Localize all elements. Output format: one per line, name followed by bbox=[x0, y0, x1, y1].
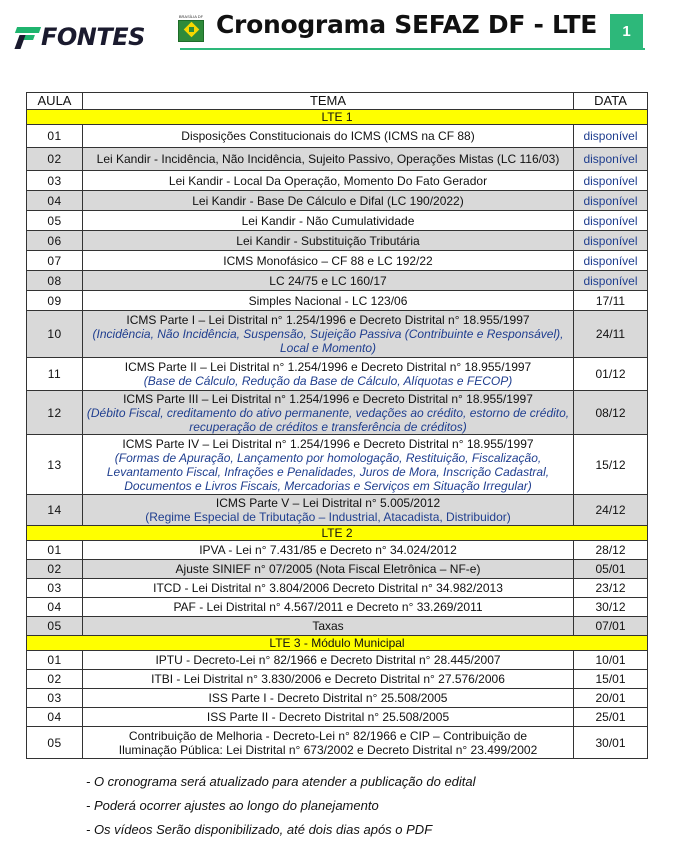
table-row bbox=[27, 560, 648, 579]
section-row-lte2 bbox=[27, 526, 648, 541]
table-row bbox=[27, 708, 648, 727]
footnote: - Os vídeos Serão disponibilizado, até dois dias após o PDF bbox=[86, 822, 433, 837]
aula-number: 02 bbox=[27, 560, 83, 579]
table-row bbox=[27, 291, 648, 311]
aula-number: 04 bbox=[27, 598, 83, 617]
tema-detail: recuperação de créditos e transferência de créditos) bbox=[189, 419, 467, 434]
date-cell: 05/01 bbox=[574, 560, 648, 579]
date-cell: 24/11 bbox=[574, 311, 648, 358]
header-data: DATA bbox=[574, 93, 648, 110]
table-row bbox=[27, 541, 648, 560]
tema-cell: ISS Parte I - Decreto Distrital n° 25.508/2005 bbox=[83, 689, 574, 708]
date-cell: 28/12 bbox=[574, 541, 648, 560]
aula-number: 07 bbox=[27, 251, 83, 271]
tema-cell: Disposições Constitucionais do ICMS (ICMS na CF 88) bbox=[83, 125, 574, 148]
aula-number: 03 bbox=[27, 689, 83, 708]
tema-cell bbox=[83, 358, 574, 391]
table-row bbox=[27, 191, 648, 211]
tema-cell: Simples Nacional - LC 123/06 bbox=[83, 291, 574, 311]
table-row bbox=[27, 670, 648, 689]
aula-number: 04 bbox=[27, 191, 83, 211]
date-cell: 23/12 bbox=[574, 579, 648, 598]
tema-title: ICMS Parte II – Lei Distrital n° 1.254/1996 e Decreto Distrital n° 18.955/1997 bbox=[124, 360, 532, 374]
aula-number: 02 bbox=[27, 670, 83, 689]
aula-number: 01 bbox=[27, 541, 83, 560]
table-row bbox=[27, 271, 648, 291]
tema-cell: ISS Parte II - Decreto Distrital n° 25.508/2005 bbox=[83, 708, 574, 727]
df-flag-icon: BRASÍLIA DF bbox=[178, 14, 204, 44]
table-row bbox=[27, 598, 648, 617]
header-tema: TEMA bbox=[83, 93, 574, 110]
tema-detail: (Formas de Apuração, Lançamento por homologação, Restituição, Fiscalização, bbox=[114, 450, 542, 465]
section-label: LTE 3 - Módulo Municipal bbox=[27, 636, 648, 651]
footnotes bbox=[86, 770, 476, 842]
tema-cell bbox=[83, 391, 574, 435]
tema-detail: (Base de Cálculo, Redução da Base de Cálculo, Alíquotas e FECOP) bbox=[143, 374, 513, 388]
aula-number: 06 bbox=[27, 231, 83, 251]
tema-cell: PAF - Lei Distrital n° 4.567/2011 e Decreto n° 33.269/2011 bbox=[83, 598, 574, 617]
tema-cell: Lei Kandir - Não Cumulatividade bbox=[83, 211, 574, 231]
tema-title: ICMS Parte I – Lei Distrital n° 1.254/1996 e Decreto Distrital n° 18.955/1997 bbox=[126, 313, 530, 327]
date-cell: 20/01 bbox=[574, 689, 648, 708]
aula-number: 09 bbox=[27, 291, 83, 311]
date-cell: 01/12 bbox=[574, 358, 648, 391]
aula-number: 05 bbox=[27, 727, 83, 759]
tema-title: ICMS Parte III – Lei Distrital n° 1.254/1996 e Decreto Distrital n° 18.955/1997 bbox=[123, 391, 533, 406]
tema-detail: Levantamento Fiscal, Infrações e Penalidades, Juros de Mora, Inscrição Cadastral, bbox=[106, 464, 550, 479]
date-cell: 17/11 bbox=[574, 291, 648, 311]
date-cell: disponível bbox=[574, 211, 648, 231]
tema-cell: ITCD - Lei Distrital n° 3.804/2006 Decreto Distrital n° 34.982/2013 bbox=[83, 579, 574, 598]
date-cell: disponível bbox=[574, 125, 648, 148]
aula-number: 03 bbox=[27, 579, 83, 598]
tema-cell: ITBI - Lei Distrital n° 3.830/2006 e Decreto Distrital n° 27.576/2006 bbox=[83, 670, 574, 689]
aula-number: 13 bbox=[27, 435, 83, 495]
section-label: LTE 1 bbox=[27, 110, 648, 125]
table-row bbox=[27, 211, 648, 231]
date-cell: 30/01 bbox=[574, 727, 648, 759]
tema-title: Contribuição de Melhoria - Decreto-Lei n° 82/1966 e CIP – Contribuição de bbox=[128, 728, 528, 743]
footnote: - Poderá ocorrer ajustes ao longo do planejamento bbox=[86, 798, 379, 813]
table-row bbox=[27, 727, 648, 759]
tema-cell: Taxas bbox=[83, 617, 574, 636]
table-row bbox=[27, 171, 648, 191]
aula-number: 05 bbox=[27, 211, 83, 231]
tema-cell bbox=[83, 435, 574, 495]
schedule-table bbox=[26, 92, 648, 759]
tema-cell: ICMS Monofásico – CF 88 e LC 192/22 bbox=[83, 251, 574, 271]
page-number-badge: 1 bbox=[610, 14, 643, 48]
table-row bbox=[27, 617, 648, 636]
header-aula: AULA bbox=[27, 93, 83, 110]
aula-number: 01 bbox=[27, 651, 83, 670]
table-row bbox=[27, 358, 648, 391]
section-label: LTE 2 bbox=[27, 526, 648, 541]
tema-detail: (Incidência, Não Incidência, Suspensão, Sujeição Passiva (Contribuinte e Responsável), bbox=[92, 327, 564, 341]
table-row bbox=[27, 651, 648, 670]
table-row bbox=[27, 251, 648, 271]
aula-number: 12 bbox=[27, 391, 83, 435]
tema-cell: IPTU - Decreto-Lei n° 82/1966 e Decreto Distrital n° 28.445/2007 bbox=[83, 651, 574, 670]
table-row bbox=[27, 148, 648, 171]
section-row-lte3 bbox=[27, 636, 648, 651]
aula-number: 11 bbox=[27, 358, 83, 391]
table-row bbox=[27, 689, 648, 708]
aula-number: 04 bbox=[27, 708, 83, 727]
table-row bbox=[27, 495, 648, 526]
tema-cell: Ajuste SINIEF n° 07/2005 (Nota Fiscal Eletrônica – NF-e) bbox=[83, 560, 574, 579]
date-cell: 15/01 bbox=[574, 670, 648, 689]
aula-number: 05 bbox=[27, 617, 83, 636]
table-row bbox=[27, 125, 648, 148]
tema-cell: Lei Kandir - Local Da Operação, Momento Do Fato Gerador bbox=[83, 171, 574, 191]
tema-detail: (Débito Fiscal, creditamento do ativo permanente, vedações ao crédito, estorno de crédito, bbox=[86, 405, 570, 420]
aula-number: 14 bbox=[27, 495, 83, 526]
aula-number: 02 bbox=[27, 148, 83, 171]
footnote: - O cronograma será atualizado para atender a publicação do edital bbox=[86, 774, 476, 789]
tema-cell bbox=[83, 495, 574, 526]
tema-cell: Lei Kandir - Incidência, Não Incidência, Sujeito Passivo, Operações Mistas (LC 116/03) bbox=[83, 148, 574, 171]
brand-name: FONTES bbox=[41, 23, 145, 51]
page-header bbox=[0, 0, 673, 60]
tema-detail: Documentos e Livros Fiscais, Mercadorias e Serviços em Situação Irregular) bbox=[124, 478, 532, 493]
tema-detail: Local e Momento) bbox=[279, 341, 377, 355]
tema-cell: Lei Kandir - Base De Cálculo e Difal (LC 190/2022) bbox=[83, 191, 574, 211]
date-cell: disponível bbox=[574, 191, 648, 211]
aula-number: 10 bbox=[27, 311, 83, 358]
fontes-logo bbox=[14, 22, 145, 52]
date-cell: 08/12 bbox=[574, 391, 648, 435]
table-row bbox=[27, 391, 648, 435]
tema-cell bbox=[83, 311, 574, 358]
fontes-logo-icon bbox=[14, 25, 40, 49]
tema-title: ICMS Parte V – Lei Distrital n° 5.005/2012 bbox=[215, 496, 441, 510]
date-cell: 25/01 bbox=[574, 708, 648, 727]
date-cell: 07/01 bbox=[574, 617, 648, 636]
date-cell: disponível bbox=[574, 251, 648, 271]
table-row bbox=[27, 435, 648, 495]
date-cell: disponível bbox=[574, 231, 648, 251]
aula-number: 03 bbox=[27, 171, 83, 191]
title-underline bbox=[180, 48, 645, 50]
tema-cell: IPVA - Lei n° 7.431/85 e Decreto n° 34.024/2012 bbox=[83, 541, 574, 560]
tema-cell: LC 24/75 e LC 160/17 bbox=[83, 271, 574, 291]
date-cell: 15/12 bbox=[574, 435, 648, 495]
tema-title: Iluminação Pública: Lei Distrital n° 673/2002 e Decreto Distrital n° 23.499/2002 bbox=[118, 742, 538, 757]
tema-title: ICMS Parte IV – Lei Distrital n° 1.254/1996 e Decreto Distrital n° 18.955/1997 bbox=[122, 436, 534, 451]
date-cell: disponível bbox=[574, 148, 648, 171]
table-row bbox=[27, 311, 648, 358]
date-cell: 24/12 bbox=[574, 495, 648, 526]
section-row-lte1 bbox=[27, 110, 648, 125]
table-row bbox=[27, 231, 648, 251]
aula-number: 08 bbox=[27, 271, 83, 291]
table-row bbox=[27, 579, 648, 598]
tema-detail: (Regime Especial de Tributação – Industrial, Atacadista, Distribuidor) bbox=[145, 510, 511, 524]
date-cell: disponível bbox=[574, 271, 648, 291]
tema-cell: Lei Kandir - Substituição Tributária bbox=[83, 231, 574, 251]
date-cell: disponível bbox=[574, 171, 648, 191]
tema-cell bbox=[83, 727, 574, 759]
date-cell: 30/12 bbox=[574, 598, 648, 617]
page-title: Cronograma SEFAZ DF - LTE bbox=[216, 10, 598, 39]
aula-number: 01 bbox=[27, 125, 83, 148]
date-cell: 10/01 bbox=[574, 651, 648, 670]
table-header-row bbox=[27, 93, 648, 110]
